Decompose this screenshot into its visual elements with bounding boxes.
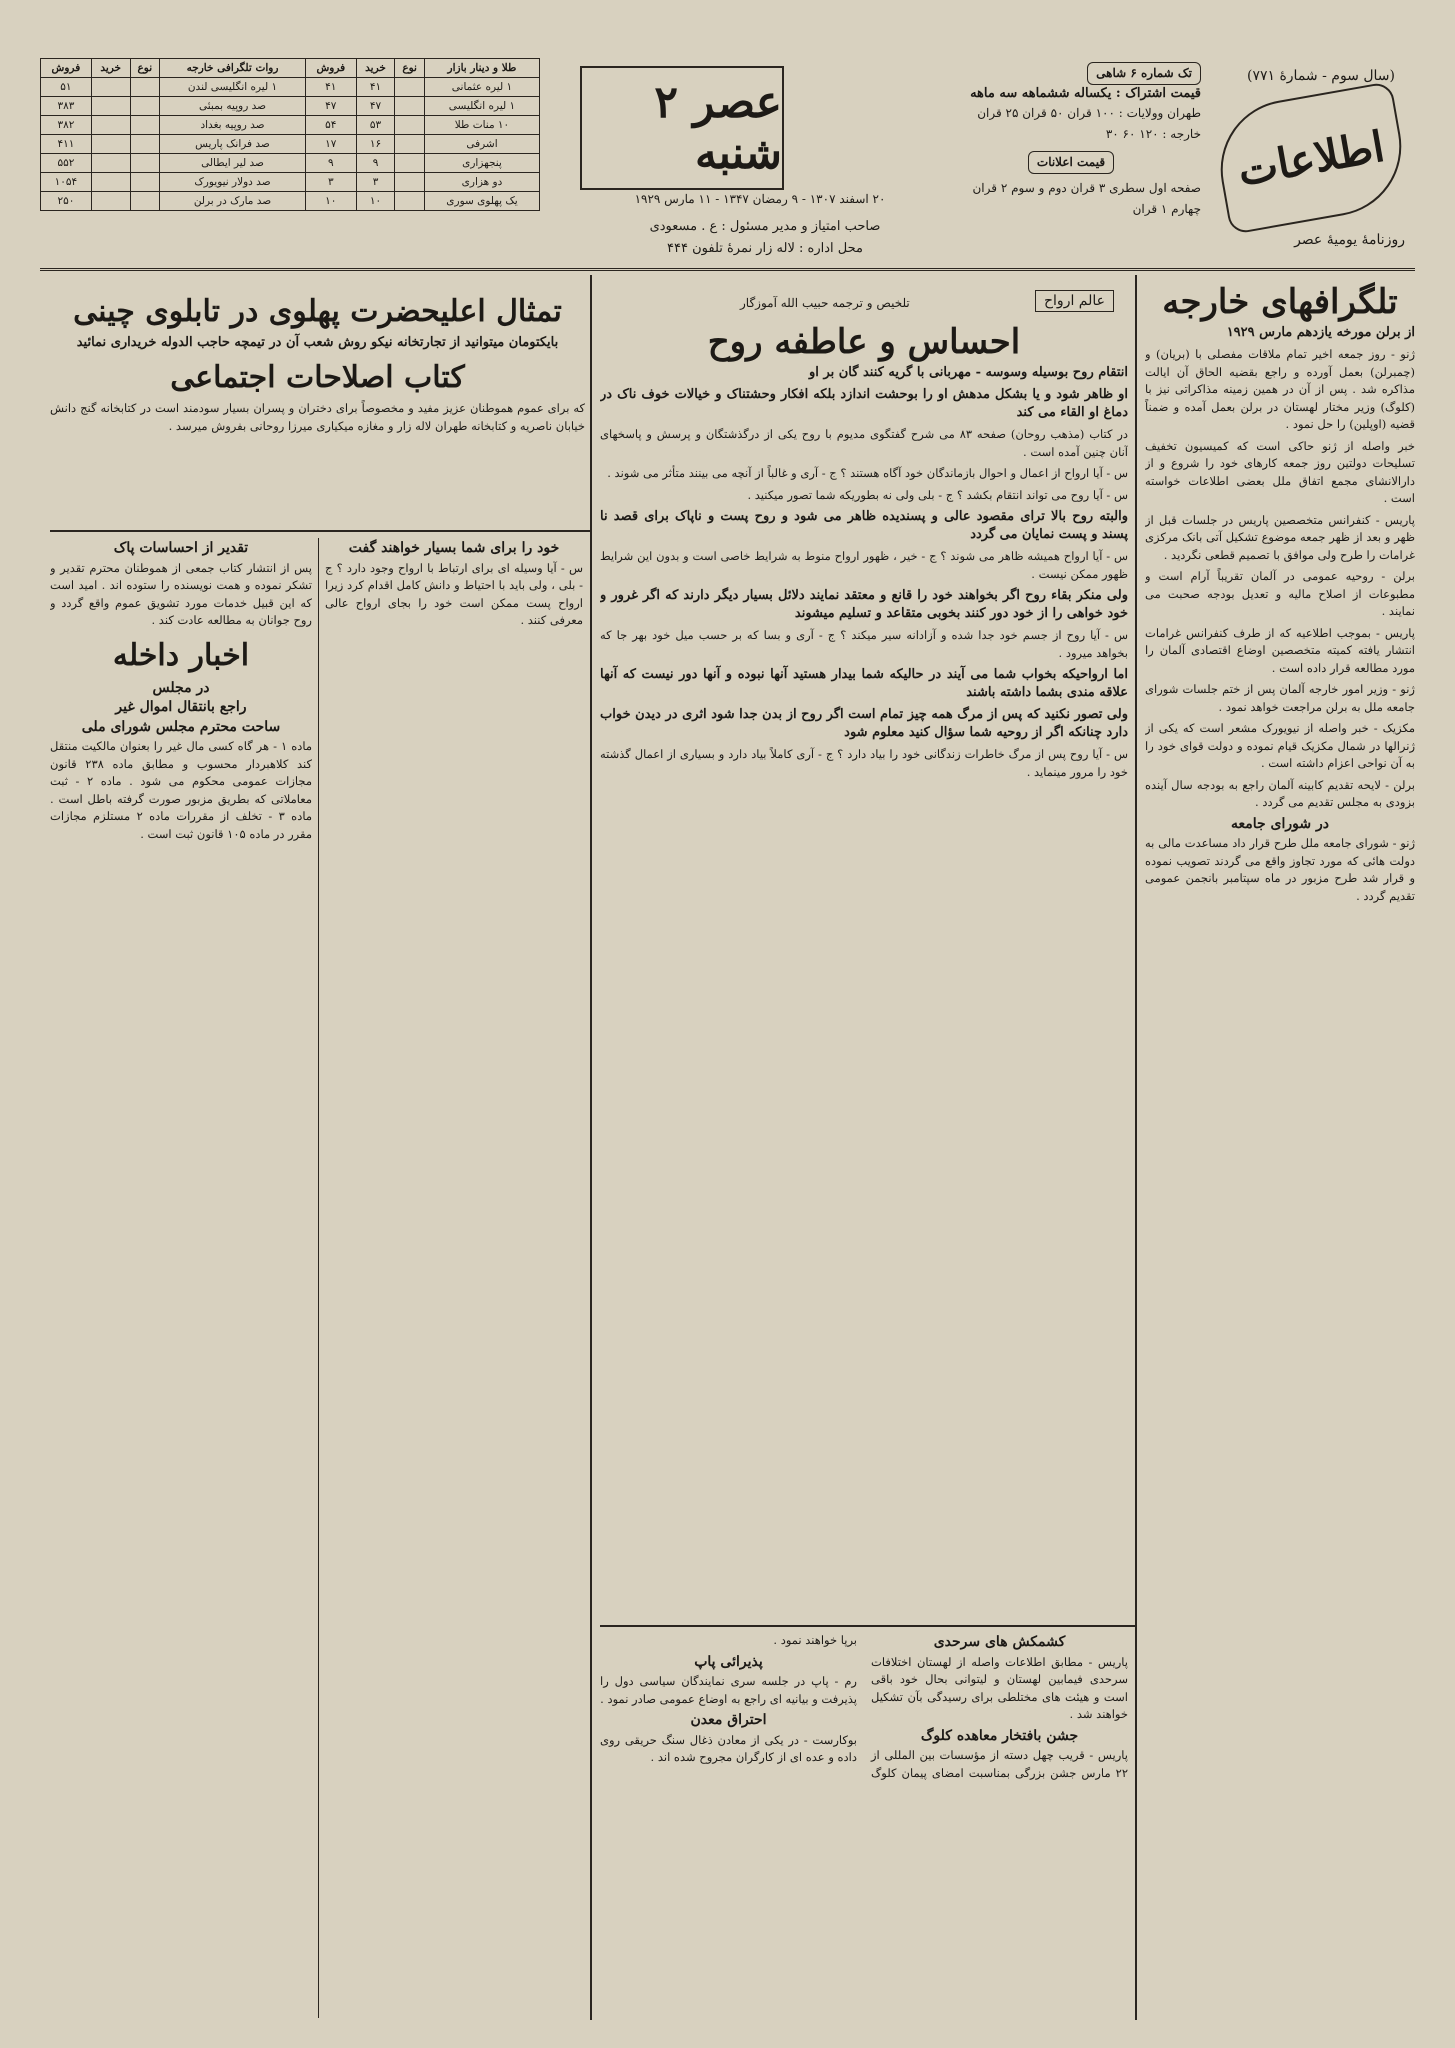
- foreign-paragraph: ژنو - شورای جامعه ملل طرح قرار داد مساعدت مالی به دولت هائی که مورد تجاوز واقع می گردند تصویب نموده و قرار شد طرح مزبور در ماه سپتامبر بانجمن عمومی تقدیم گردد .: [1145, 836, 1415, 903]
- foreign-telegrams-column: [1145, 280, 1415, 2020]
- spirit-article-title: احساس و عاطفه روح: [707, 322, 1021, 362]
- single-price: تک شماره ۶ شاهی: [1087, 62, 1201, 85]
- property-transfer-text: ماده ۱ - هر گاه کسی مال غیر را بعنوان مالکیت منتقل کند کلاهبردار محسوب و مطابق ماده ۲۳۸ قانون مجازات عمومی محکوم می شود . ماده ۲ - ثبت معاملاتی که بطریق مزبور صورت گرفته باطل است . ماده ۳ - تخلف از مقررات ماده ۲ مستلزم مجازات مقرر در ماده ۱۰۵ قانون ثبت است .: [50, 739, 312, 841]
- market-cell: ۴۱: [356, 78, 395, 97]
- market-cell: [130, 97, 160, 116]
- market-cell: [91, 116, 130, 135]
- spirit-paragraph: س - آیا روح از جسم خود جدا شده و آزادانه سیر میکند ؟ ج - آری و بسا که بر حسب میل خود بهر جا که بخواهد میرود .: [600, 628, 1128, 660]
- ads-rates: صفحه اول سطری ۳ قران دوم و سوم ۲ قران چهارم ۱ قران: [972, 181, 1201, 216]
- spirit-paragraph: س - آیا روح می تواند انتقام بکشد ؟ ج - بلی ولی نه بطوریکه شما تصور میکنید .: [747, 487, 1128, 502]
- market-cell: پنجهزاری: [424, 154, 539, 173]
- market-header: نوع: [130, 59, 160, 78]
- market-cell: [395, 116, 425, 135]
- kellogg-celebration-title: جشن بافتخار معاهده کلوگ: [920, 1727, 1079, 1744]
- market-cell: ۱۶: [356, 135, 395, 154]
- owner-line: صاحب امتیاز و مدیر مسئول : ع . مسعودی: [649, 219, 881, 234]
- market-rates-table: [40, 58, 540, 211]
- market-cell: ۹: [356, 154, 395, 173]
- market-header: فروش: [305, 59, 356, 78]
- market-row: [41, 97, 540, 116]
- column-rule: [1135, 275, 1137, 2020]
- bottom-news-block: [600, 1632, 1128, 2020]
- league-subtitle: در شورای جامعه: [1231, 815, 1329, 832]
- market-cell: [91, 192, 130, 211]
- dream-text: س - آیا وسیله ای برای ارتباط با ارواح وجود دارد ؟ ج - بلی ، ولی باید با احتیاط و دانش کامل اقدام کرد زیرا ارواح پست ممکن است خود را بجای ارواح عالی معرفی کنند .: [325, 560, 583, 627]
- spirit-paragraph: س - آیا ارواح همیشه ظاهر می شوند ؟ ج - خیر ، ظهور ارواح منوط به شرایط خاصی است و بدون این شرایط ظهور ممکن نیست .: [600, 549, 1128, 581]
- market-header: خرید: [91, 59, 130, 78]
- logo-block: [1215, 58, 1415, 268]
- subscription-tehran: طهران وولایات : ۱۰۰ قران ۵۰ قران ۲۵ قران: [977, 106, 1201, 120]
- foreign-paragraph: مکزیک - خبر واصله از نیویورک مشعر است که یکی از ژنرالها در شمال مکزیک قیام نموده و دولت قوای خود را به آن نواحی اعزام داشته است .: [1145, 721, 1415, 770]
- dream-title: خود را برای شما بسیار خواهند گفت: [348, 540, 560, 556]
- spirit-credit: تلخیص و ترجمه حبیب الله آموزگار: [740, 296, 910, 310]
- market-cell: ۱۰ منات طلا: [424, 116, 539, 135]
- market-cell: ۴۱۱: [41, 135, 92, 154]
- market-cell: [395, 154, 425, 173]
- market-header: خرید: [356, 59, 395, 78]
- spirit-paragraph: در کتاب (مذهب روحان) صفحه ۸۳ می شرح گفتگوی مدیوم با روح یکی از درگذشتگان و پرسش و پاسخهای آنان چنین آمده است .: [600, 427, 1128, 459]
- subscription-abroad: خارجه : ۱۲۰ ۶۰ ۳۰: [1105, 127, 1201, 141]
- column-rule: [590, 275, 592, 2020]
- market-cell: اشرفی: [424, 135, 539, 154]
- market-cell: ۳۸۳: [41, 97, 92, 116]
- market-cell: [395, 97, 425, 116]
- market-cell: ۵۴: [305, 116, 356, 135]
- foreign-paragraph: پاریس - بموجب اطلاعیه که از طرف کنفرانس غرامات انتشار یافته کمیته متخصصین اوضاع اقتصادی آلمان را مورد مطالعه قرار داده است .: [1145, 625, 1415, 675]
- parliament-subtitle: در مجلس: [152, 679, 210, 696]
- ads-block: [50, 290, 585, 525]
- column-rule: [318, 538, 319, 2018]
- foreign-paragraph: پاریس - کنفرانس متخصصین پاریس در جلسات قبل از ظهر و بعد از ظهر جمعه موضوع تشکیل آتی بانک مرکزی غرامات را طرح ولی موافق با تصمیم قطعی نگردید .: [1145, 512, 1415, 562]
- market-cell: ۱۰: [356, 192, 395, 211]
- border-dispute-title: کشمکش های سرحدی: [933, 1634, 1066, 1650]
- market-cell: ۵۳: [356, 116, 395, 135]
- market-cell: [130, 78, 160, 97]
- market-cell: یک پهلوی سوری: [424, 192, 539, 211]
- foreign-paragraph: برلن - لایحه تقدیم کابینه آلمان راجع به بودجه سال آینده بزودی به مجلس تقدیم می گردد .: [1145, 777, 1415, 809]
- market-cell: صد روپیه بغداد: [160, 116, 306, 135]
- thanks-title: تقدیر از احساسات پاک: [113, 540, 249, 556]
- spirit-highlight: والبته روح بالا ترای مقصود عالی و پسندیده ظاهر می شود و روح پست و ناپاک برای قصد نا پسند و پست نمایان می گردد: [600, 509, 1128, 542]
- market-cell: ۳: [305, 173, 356, 192]
- spirit-section-label: عالم ارواح: [1035, 290, 1114, 312]
- ads-label: قیمت اعلانات: [1028, 151, 1114, 174]
- newspaper-logo: اطلاعات: [1210, 81, 1413, 235]
- domestic-column: [50, 538, 312, 2018]
- market-cell: ۵۵۲: [41, 154, 92, 173]
- issue-number: (سال سوم - شمارۀ ۷۷۱): [1246, 68, 1395, 84]
- book-ad-text: که برای عموم هموطنان عزیز مفید و مخصوصاً برای دختران و پسران بسیار سودمند است در کتابخانه گنج دانش خیابان ناصریه و کتابخانه طهران لاله زار و مغازه میکیاری میرزا روحانی بفروش میرسد .: [50, 401, 585, 433]
- edition-title: عصر ۲ شنبه: [580, 66, 784, 190]
- market-cell: [395, 78, 425, 97]
- market-row: [41, 192, 540, 211]
- foreign-paragraph: ژنو - وزیر امور خارجه آلمان پس از ختم جلسات شورای جامعه ملل به برلن مراجعت خواهد نمود .: [1145, 682, 1415, 714]
- market-cell: ۵۱: [41, 78, 92, 97]
- market-header-row: [41, 59, 540, 78]
- pope-reception-text: رم - پاپ در جلسه سری نمایندگان سیاسی دول را پذیرفت و بیانیه ای راجع به اوضاع عمومی صادر نمود .: [600, 1674, 857, 1706]
- market-cell: [91, 97, 130, 116]
- parliament-address: ساحت محترم مجلس شورای ملی: [81, 718, 281, 735]
- property-transfer-title: راجع بانتقال اموال غیر: [115, 699, 247, 715]
- spirit-highlight: ولی منکر بقاء روح اگر بخواهند خود را قانع و معتقد نمایند دلائل بسیار دیگر دارند که اگر غرور و خود خواهی را از خود دور کنند بخوبی متقاعد و تسلیم میشوند: [600, 588, 1128, 621]
- market-cell: ۲۵۰: [41, 192, 92, 211]
- pope-reception-title: پذیرائی پاپ: [694, 1653, 763, 1670]
- market-cell: [130, 116, 160, 135]
- market-cell: [91, 154, 130, 173]
- market-cell: ۴۷: [305, 97, 356, 116]
- spirit-lead-2: او ظاهر شود و یا بشکل مدهش او را بوحشت اندازد بلکه افکار وحشتناک و خیالات خوف ناک در دماغ او القاء می کند: [600, 387, 1128, 420]
- market-header: طلا و دینار بازار: [424, 59, 539, 78]
- border-dispute-text: پاریس - مطابق اطلاعات واصله از لهستان اختلافات سرحدی فیمابین لهستان و لیتوانی بحال خود باقی است و هیئت های مختلطی برای رسیدگی بآن تشکیل خواهند شد .: [871, 1654, 1128, 1721]
- spirit-article-column: [600, 320, 1128, 1620]
- subscription-box: [941, 62, 1201, 220]
- market-cell: صد مارک در برلن: [160, 192, 306, 211]
- foreign-paragraph: برلن - روحیه عمومی در آلمان تقریباً آرام است و مطبوعات از اصلاح مالیه و تعدیل بودجه صحبت می نمایند .: [1145, 569, 1415, 618]
- dream-column: [325, 538, 583, 2018]
- market-cell: ۳۸۲: [41, 116, 92, 135]
- market-cell: ۱۰۵۴: [41, 173, 92, 192]
- market-row: [41, 173, 540, 192]
- market-cell: ۴۷: [356, 97, 395, 116]
- row-rule: [50, 530, 590, 532]
- market-cell: صد دولار نیویورک: [160, 173, 306, 192]
- market-cell: [130, 192, 160, 211]
- market-cell: [395, 173, 425, 192]
- subscription-label: قیمت اشتراک : یکساله ششماهه سه ماهه: [970, 86, 1201, 101]
- market-header: روات تلگرافی خارجه: [160, 59, 306, 78]
- issue-dates: ۲۰ اسفند ۱۳۰۷ - ۹ رمضان ۱۳۴۷ - ۱۱ مارس ۱۹۲۹: [634, 192, 886, 206]
- market-cell: ۳: [356, 173, 395, 192]
- market-cell: [130, 154, 160, 173]
- market-row: [41, 135, 540, 154]
- foreign-dateline: از برلن مورخه یازدهم مارس ۱۹۲۹: [1226, 325, 1415, 340]
- spirit-highlight: ولی تصور نکنید که پس از مرگ همه چیز تمام است اگر روح از بدن جدا شود اثری در دیدن خواب دارد چنانکه اگر از روحیه شما سؤال کنید معلوم شود: [600, 707, 1128, 740]
- market-cell: ۱ لیره انگلیسی لندن: [160, 78, 306, 97]
- market-cell: [395, 135, 425, 154]
- spirit-paragraph: س - آیا روح پس از مرگ خاطرات زندگانی خود را بیاد دارد ؟ ج - آری کاملاً بیاد دارد و بسیاری از اعمال گذشته خود را مرور مینماید .: [600, 747, 1128, 779]
- market-cell: صد فرانک پاریس: [160, 135, 306, 154]
- market-row: [41, 78, 540, 97]
- domestic-news-title: اخبار داخله: [112, 637, 250, 673]
- statue-ad-note: بایکتومان میتوانید از تجارتخانه نیکو روش شعب آن در تیمچه حاجب الدوله خریداری نمائید: [76, 335, 559, 350]
- market-row: [41, 154, 540, 173]
- market-cell: [130, 173, 160, 192]
- market-cell: صد روپیه بمبئی: [160, 97, 306, 116]
- office-line: محل اداره : لاله زار نمرۀ تلفون ۴۴۴: [667, 241, 863, 256]
- spirit-lead: انتقام روح بوسیله وسوسه - مهربانی با گریه کنند گان بر او: [809, 365, 1128, 380]
- market-cell: ۱۷: [305, 135, 356, 154]
- owner-info: [560, 216, 970, 260]
- market-cell: دو هزاری: [424, 173, 539, 192]
- foreign-paragraph: خبر واصله از ژنو حاکی است که کمیسیون تخفیف تسلیحات دولتین روز جمعه کارهای خود را شروع و از دارالانشای مجمع اتفاق ملل بعضی اطلاعات خواسته است .: [1145, 438, 1415, 505]
- market-cell: [91, 135, 130, 154]
- market-row: [41, 116, 540, 135]
- market-cell: ۴۱: [305, 78, 356, 97]
- market-header: فروش: [41, 59, 92, 78]
- book-ad-title: کتاب اصلاحات اجتماعی: [170, 360, 465, 395]
- market-cell: ۹: [305, 154, 356, 173]
- spirit-paragraph: س - آیا ارواح از اعمال و احوال بازماندگان خود آگاه هستند ؟ ج - آری و غالباً از آنچه می بینند متأثر می شوند .: [607, 466, 1128, 480]
- kellogg-celebration-text: پاریس - قریب چهل دسته از مؤسسات بین المللی از ۲۲ مارس جشن بزرگی بمناسبت امضای پیمان کلوگ برپا خواهند نمود .: [773, 1633, 1128, 1780]
- market-cell: [91, 78, 130, 97]
- market-cell: ۱۰: [305, 192, 356, 211]
- market-cell: [91, 173, 130, 192]
- row-rule: [600, 1625, 1135, 1627]
- market-header: نوع: [395, 59, 425, 78]
- market-cell: صد لیر ایطالی: [160, 154, 306, 173]
- market-cell: [395, 192, 425, 211]
- market-cell: [130, 135, 160, 154]
- foreign-paragraph: ژنو - روز جمعه اخیر تمام ملاقات مفصلی با (بریان) و (چمبرلن) بعمل آورده و راجع بقضیه الحاق آن ایالت مذاکره شد . پس از آن در همین زمینه مذاکراتی نیز با (کلوگ) وزیر مختار لهستان در برلن بعمل آمده و ضمناً قضیه (اوپلین) را حل نمود .: [1145, 347, 1415, 431]
- statue-ad-title: تمثال اعلیحضرت پهلوی در تابلوی چینی: [73, 294, 562, 329]
- mine-fire-title: احتراق معدن: [690, 1712, 767, 1728]
- market-cell: ۱ لیره انگلیسی: [424, 97, 539, 116]
- foreign-telegrams-title: تلگرافهای خارجه: [1162, 282, 1398, 322]
- logo-subtitle: روزنامۀ یومیۀ عصر: [1294, 232, 1405, 248]
- thanks-text: پس از انتشار کتاب جمعی از هموطنان محترم تقدیر و تشکر نموده و همت نویسنده را ستوده اند . امید است که این قبیل خدمات مورد تشویق عموم واقع گردد و روح جوانان به مطالعه عادت کند .: [50, 560, 312, 627]
- market-cell: ۱ لیره عثمانی: [424, 78, 539, 97]
- masthead: [40, 58, 1415, 271]
- mine-fire-text: بوکارست - در یکی از معادن ذغال سنگ حریقی روی داده و عده ای از کارگران مجروح شده اند .: [600, 1732, 857, 1764]
- spirit-highlight: اما ارواحیکه بخواب شما می آیند در حالیکه شما بیدار هستید آنها نبوده و آنها دور نیست که آنها علاقه مندی بشما داشته باشند: [600, 667, 1128, 700]
